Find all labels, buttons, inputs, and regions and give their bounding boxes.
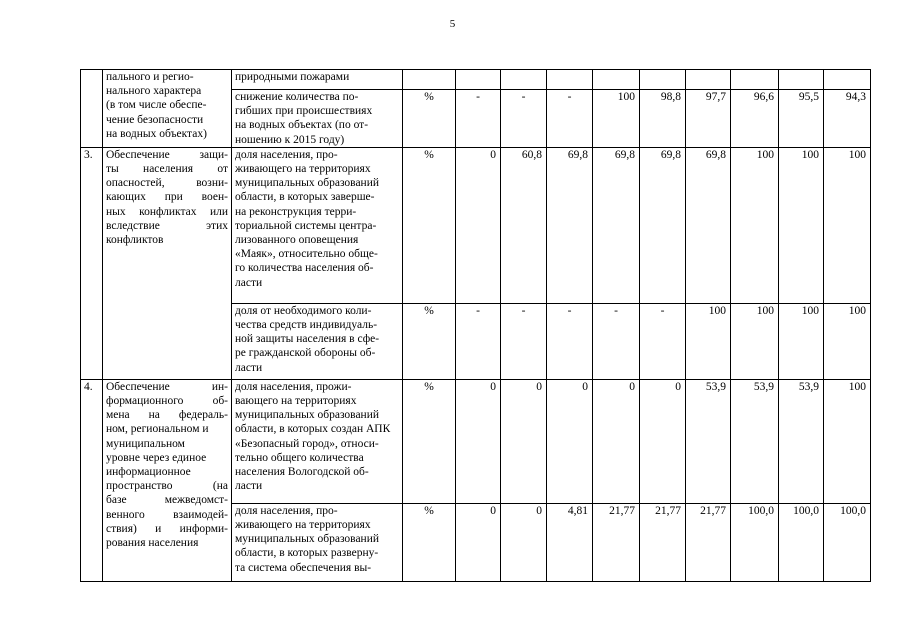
task-text-line: базе межведомст- — [106, 494, 228, 507]
indicator-text-line: доля от необходимого коли- — [235, 304, 372, 317]
task-text-line: на водных объектах) — [106, 127, 207, 140]
indicator-text-line: чества средств индивидуаль- — [235, 319, 378, 332]
indicator-text-line: муниципальных образований — [235, 533, 380, 546]
indicator-text-line: доля населения, про- — [235, 148, 338, 161]
task-text-line: Обеспечение ин- — [106, 380, 228, 393]
value-cell: 94,3 — [824, 90, 871, 148]
value-cell: - — [456, 90, 501, 148]
indicators-table — [80, 69, 871, 582]
unit-cell: % — [403, 503, 456, 581]
value-cell: 97,7 — [686, 90, 731, 148]
value-cell: 100,0 — [731, 503, 779, 581]
unit-cell: % — [403, 379, 456, 503]
task-text-line: чение безопасности — [106, 113, 204, 126]
indicator-text-line: лизованного оповещения — [235, 234, 359, 247]
indicator-text-line: ношению к 2015 году) — [235, 133, 345, 146]
task-text-line: муниципальном — [106, 437, 185, 450]
value-cell: 100 — [779, 303, 824, 379]
task-text-line: формационного об- — [106, 395, 228, 408]
row-number-cell — [81, 70, 103, 148]
task-text-line: информационное — [106, 466, 191, 479]
indicator-text-line: доля населения, про- — [235, 504, 338, 517]
row-number-cell: 4. — [81, 379, 103, 581]
value-cell: 0 — [501, 503, 547, 581]
value-cell: 100 — [593, 90, 640, 148]
task-text-line: мена на федераль- — [106, 409, 228, 422]
page-number: 5 — [449, 18, 456, 30]
value-cell: - — [547, 303, 593, 379]
indicator-text-line: области, в которых разверну- — [235, 547, 379, 560]
value-cell — [501, 70, 547, 90]
value-cell: - — [593, 303, 640, 379]
indicator-cell — [232, 147, 403, 303]
indicator-text-line: области, в которых создан АПК — [235, 423, 391, 436]
row-number-cell: 3. — [81, 147, 103, 379]
indicator-text-line: гибших при происшествиях — [235, 105, 373, 118]
indicator-text-line: муниципальных образований — [235, 409, 380, 422]
unit-cell: % — [403, 303, 456, 379]
value-cell — [779, 70, 824, 90]
indicator-text-line: го количества населения об- — [235, 262, 374, 275]
value-cell — [686, 70, 731, 90]
indicator-text-line: природными пожарами — [235, 71, 350, 83]
value-cell: 100 — [824, 147, 871, 303]
value-cell: 100 — [731, 147, 779, 303]
value-cell: 100 — [731, 303, 779, 379]
indicator-text-line: населения Вологодской об- — [235, 466, 369, 479]
task-text-line: ных конфликтах или — [106, 205, 228, 218]
unit-cell: % — [403, 147, 456, 303]
value-cell: 96,6 — [731, 90, 779, 148]
value-cell: - — [640, 303, 686, 379]
task-text-line: ствия) и информи- — [106, 522, 228, 535]
indicator-text-line: ре гражданской обороны об- — [235, 347, 376, 360]
value-cell: 100 — [686, 303, 731, 379]
indicator-text-line: ласти — [235, 361, 263, 374]
indicator-text-line: доля населения, прожи- — [235, 380, 352, 393]
indicator-cell — [232, 303, 403, 379]
task-text-line: Обеспечение защи- — [106, 148, 228, 161]
indicator-text-line: на водных объектах (по от- — [235, 119, 369, 132]
task-text-line: ном, региональном и — [106, 423, 209, 436]
task-text-line: (в том числе обеспе- — [106, 99, 207, 112]
value-cell: 53,9 — [779, 379, 824, 503]
indicator-text-line: ласти — [235, 276, 263, 289]
value-cell: - — [501, 303, 547, 379]
value-cell: 95,5 — [779, 90, 824, 148]
task-text-line: рования населения — [106, 537, 199, 550]
indicator-cell — [232, 70, 403, 90]
value-cell — [640, 70, 686, 90]
task-text-line: кающих при воен- — [106, 191, 228, 204]
value-cell — [731, 70, 779, 90]
indicator-text-line: снижение количества по- — [235, 91, 359, 103]
task-text-line: пространство (на — [106, 480, 228, 493]
value-cell: 69,8 — [593, 147, 640, 303]
indicator-text-line: области, в которых заверше- — [235, 191, 375, 204]
value-cell: 21,77 — [686, 503, 731, 581]
value-cell: 69,8 — [547, 147, 593, 303]
value-cell: 53,9 — [731, 379, 779, 503]
value-cell: 0 — [593, 379, 640, 503]
indicator-text-line: живающего на территориях — [235, 519, 371, 532]
task-cell — [103, 379, 232, 581]
value-cell: 21,77 — [640, 503, 686, 581]
task-text-line: нального характера — [106, 85, 202, 98]
unit-cell — [403, 70, 456, 90]
task-text-line: уровне через единое — [106, 451, 207, 464]
indicator-text-line: на реконструкция терри- — [235, 205, 357, 218]
value-cell — [593, 70, 640, 90]
value-cell: 100 — [824, 303, 871, 379]
indicator-text-line: ной защиты населения в сфе- — [235, 333, 380, 346]
value-cell — [547, 70, 593, 90]
value-cell: - — [456, 303, 501, 379]
table-row — [81, 70, 871, 90]
value-cell: 60,8 — [501, 147, 547, 303]
indicator-cell — [232, 90, 403, 148]
unit-cell: % — [403, 90, 456, 148]
indicator-text-line: «Безопасный город», относи- — [235, 437, 379, 450]
indicator-cell — [232, 503, 403, 581]
task-cell — [103, 147, 232, 379]
indicator-text-line: ласти — [235, 480, 263, 493]
value-cell: - — [547, 90, 593, 148]
indicator-cell — [232, 379, 403, 503]
table-row — [81, 379, 871, 503]
value-cell: 21,77 — [593, 503, 640, 581]
value-cell: 53,9 — [686, 379, 731, 503]
indicator-text-line: тельно общего количества — [235, 451, 364, 464]
indicator-text-line: та система обеспечения вы- — [235, 561, 372, 574]
indicator-text-line: вающего на территориях — [235, 395, 357, 408]
task-text-line: конфликтов — [106, 234, 164, 247]
task-text-line: опасностей, возни- — [106, 177, 228, 190]
task-text-line: пального и регио- — [106, 71, 194, 83]
value-cell: 0 — [547, 379, 593, 503]
value-cell: 0 — [456, 379, 501, 503]
value-cell — [456, 70, 501, 90]
value-cell: 100,0 — [779, 503, 824, 581]
value-cell: 0 — [456, 503, 501, 581]
indicator-text-line: живающего на территориях — [235, 163, 371, 176]
value-cell: 100,0 — [824, 503, 871, 581]
value-cell: 0 — [640, 379, 686, 503]
task-cell — [103, 70, 232, 148]
value-cell: 100 — [779, 147, 824, 303]
indicator-text-line: муниципальных образований — [235, 177, 380, 190]
task-text-line: ты населения от — [106, 163, 228, 176]
value-cell: 0 — [456, 147, 501, 303]
value-cell — [824, 70, 871, 90]
value-cell: 69,8 — [640, 147, 686, 303]
value-cell: 0 — [501, 379, 547, 503]
indicator-text-line: «Маяк», относительно обще- — [235, 248, 378, 261]
task-text-line: вследствие этих — [106, 219, 228, 232]
value-cell: 100 — [824, 379, 871, 503]
value-cell: - — [501, 90, 547, 148]
value-cell: 4,81 — [547, 503, 593, 581]
value-cell: 69,8 — [686, 147, 731, 303]
value-cell: 98,8 — [640, 90, 686, 148]
indicator-text-line: ториальной системы центра- — [235, 219, 377, 232]
table-row — [81, 147, 871, 303]
task-text-line: венного взаимодей- — [106, 508, 228, 521]
